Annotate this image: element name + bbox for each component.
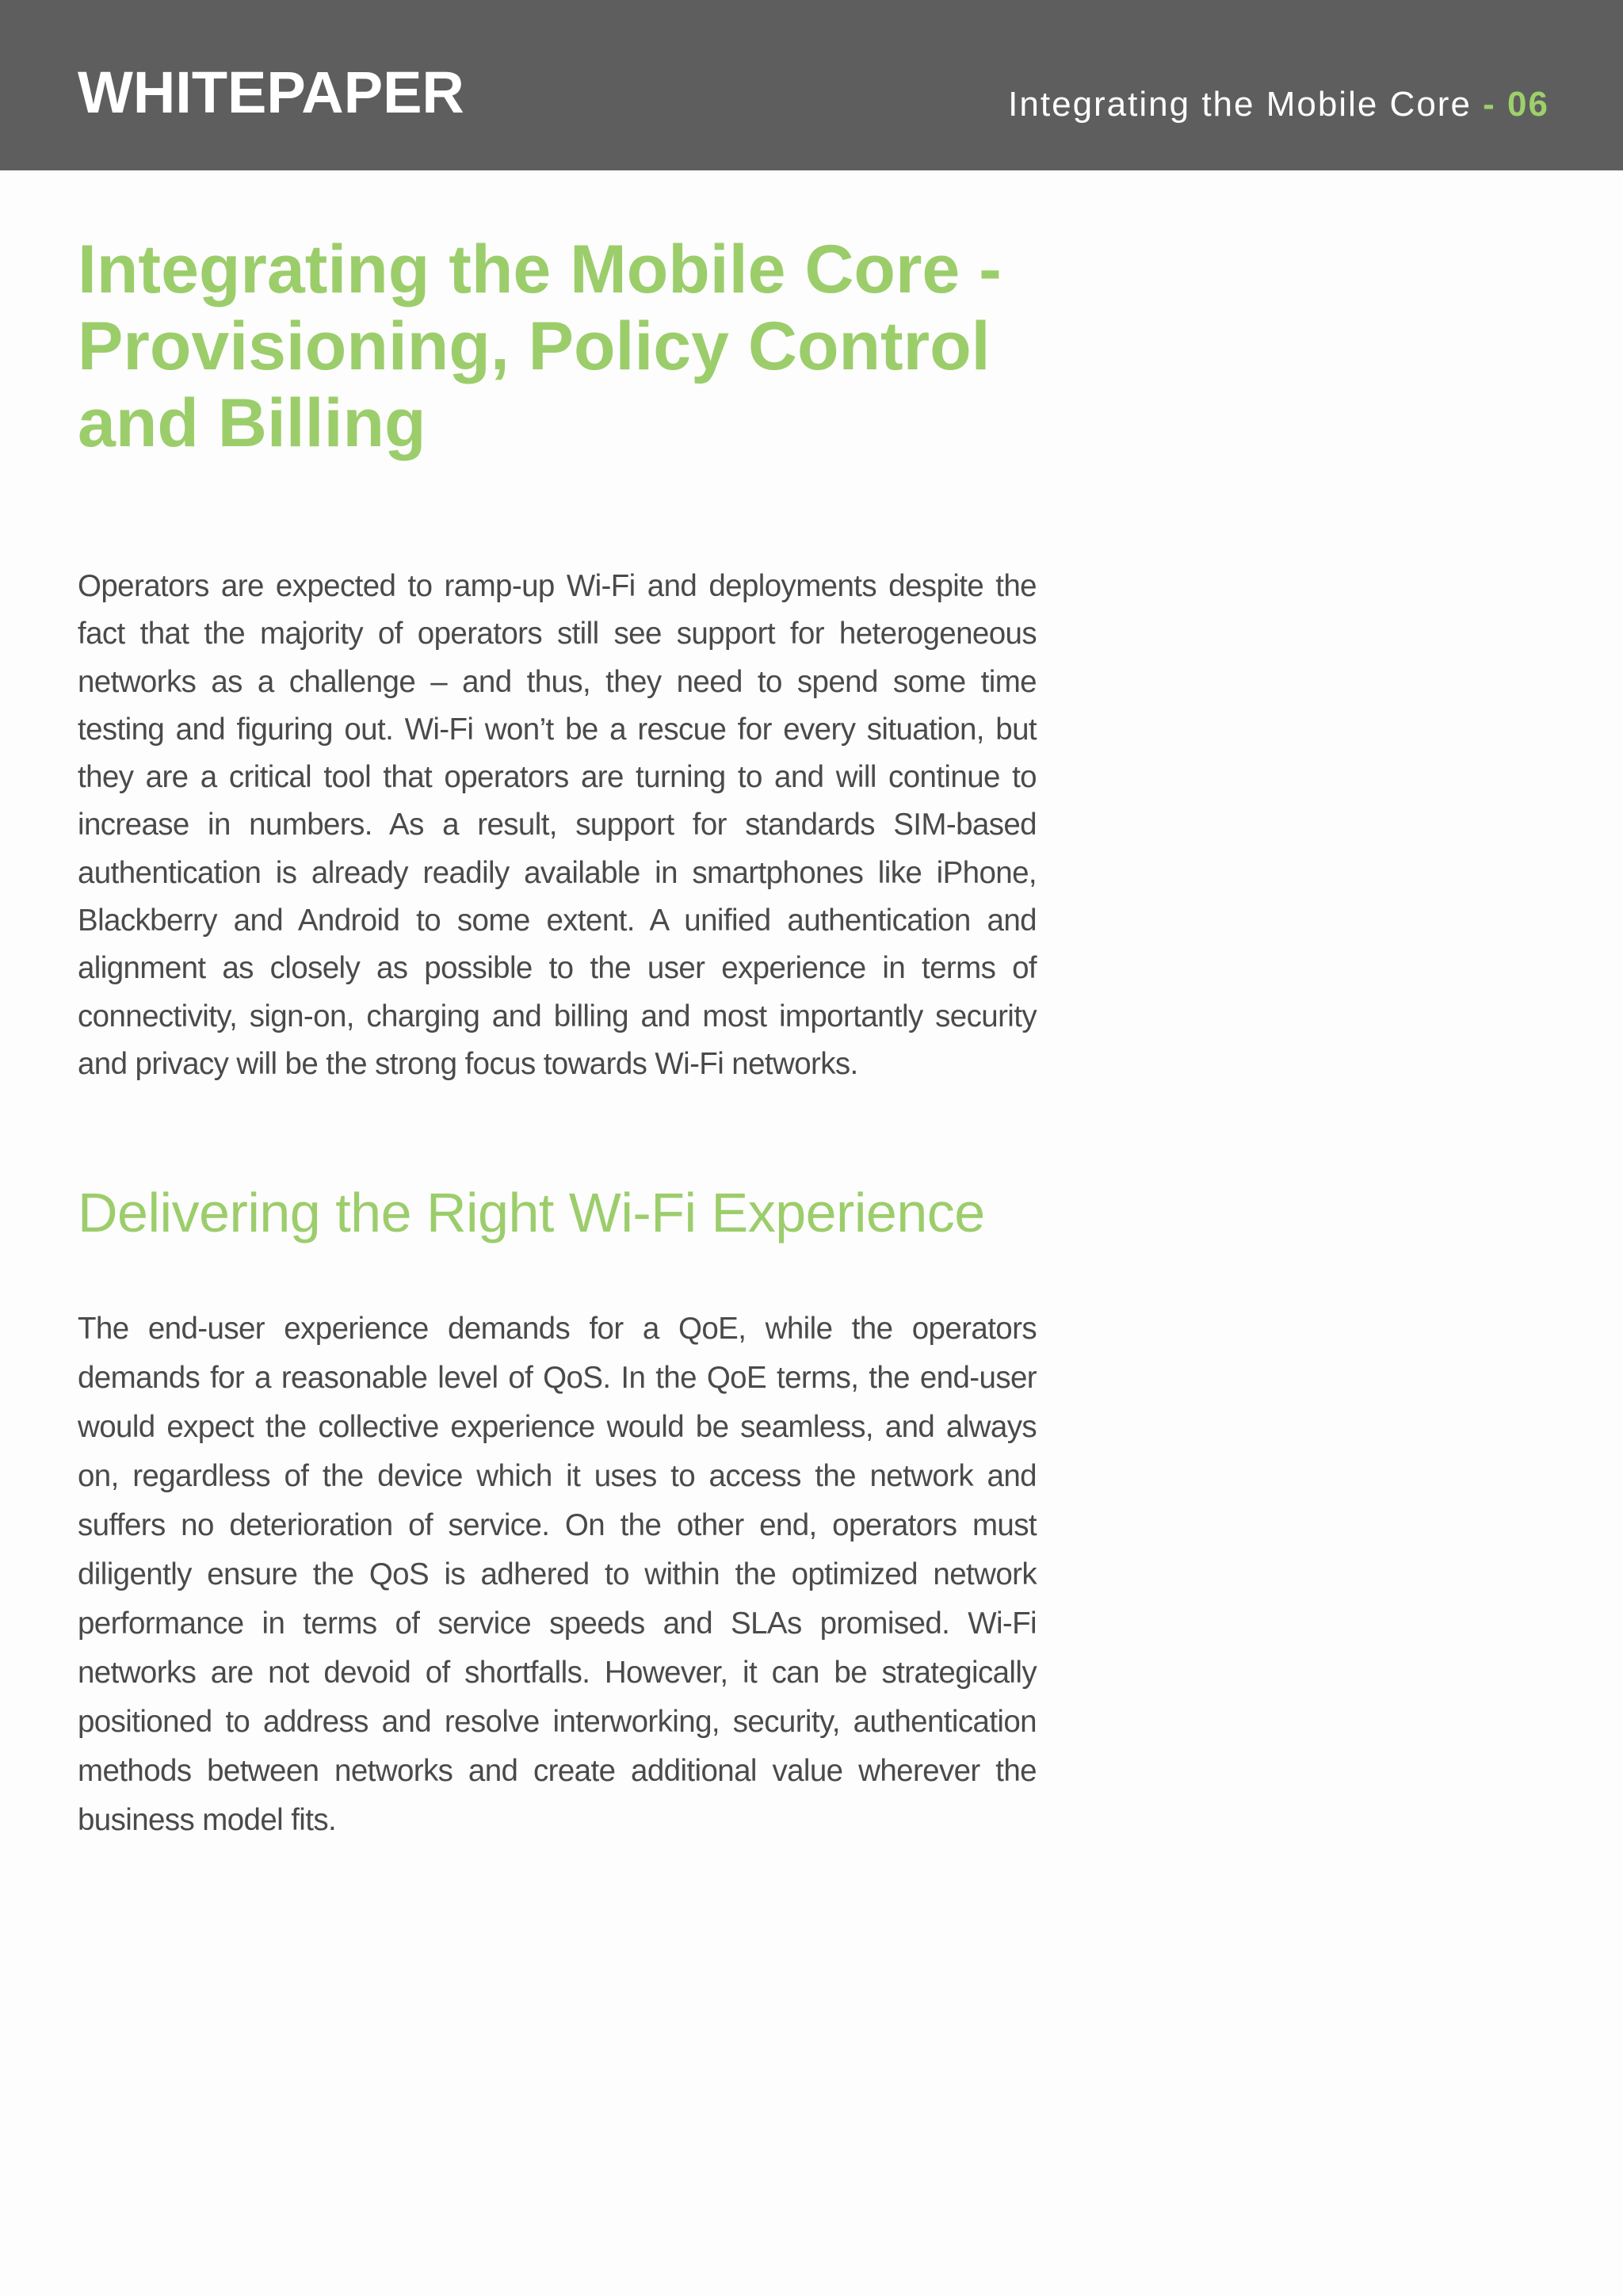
- page-header: [0, 0, 1623, 170]
- section-heading: Delivering the Right Wi-Fi Experience: [78, 1182, 985, 1244]
- brand-label: WHITEPAPER: [78, 59, 464, 125]
- page-title: [78, 231, 1108, 462]
- section-paragraph: The end-user experience demands for a QoE, while the operators demands for a reasonable level of QoS. In the QoE terms, the end-user would expect the collective experience would be seamless, and always on, regardless of the device which it uses to access the network and suffers no deterioration of service. On the other end, operators must diligently ensure the QoS is adhered to within the optimized network performance in terms of service speeds and SLAs promised. Wi-Fi networks are not devoid of shortfalls. However, it can be strategically positioned to address and resolve interworking, security, authentication methods between networks and create additional value wherever the business model fits.: [78, 1312, 1037, 1837]
- header-section-info: [1008, 87, 1549, 122]
- page-title-line-1: Integrating the Mobile Core -: [78, 231, 1002, 308]
- page-number: 06: [1507, 85, 1549, 124]
- page-title-line-2: Provisioning, Policy Control: [78, 308, 991, 384]
- page-title-line-3: and Billing: [78, 385, 426, 461]
- header-section-title: Integrating the Mobile Core: [1008, 85, 1472, 124]
- header-separator: -: [1483, 85, 1496, 124]
- intro-paragraph: Operators are expected to ramp-up Wi-Fi and deployments despite the fact that the majority of operators still see support for heterogeneous networks as a challenge – and thus, they need to spend some time testing and figuring out. Wi-Fi won’t be a rescue for every situation, but they are a critical tool that operators are turning to and will continue to increase in numbers. As a result, support for standards SIM-based authentication is already readily available in smartphones like iPhone, Blackberry and Android to some extent. A unified authentication and alignment as closely as possible to the user experience in terms of connectivity, sign-on, charging and billing and most importantly security and privacy will be the strong focus towards Wi-Fi networks.: [78, 569, 1037, 1081]
